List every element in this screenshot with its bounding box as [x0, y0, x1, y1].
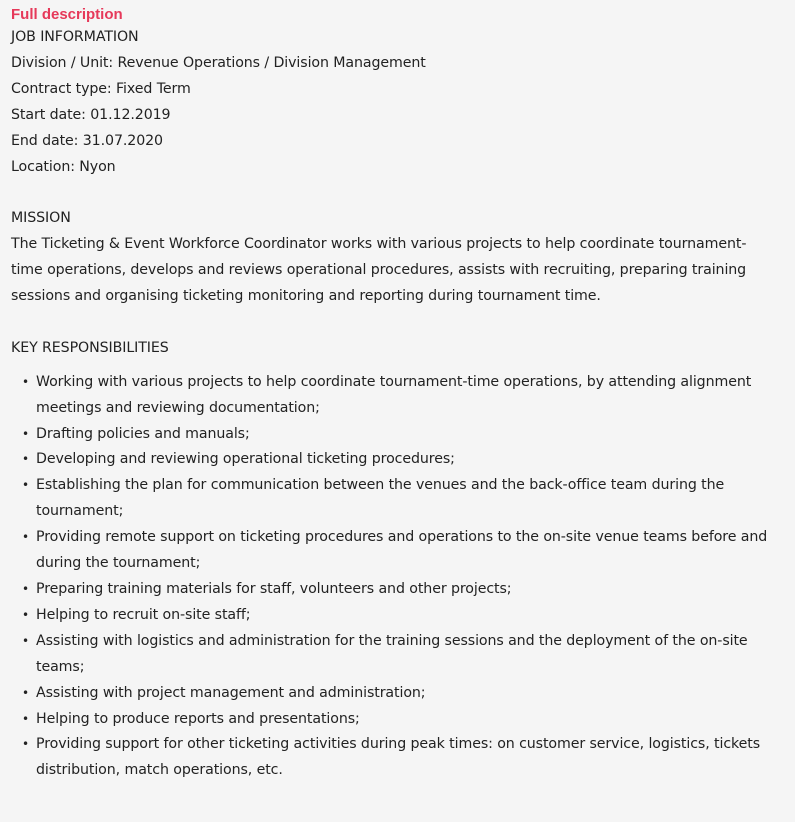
list-item-text: Providing support for other ticketing activities during peak times: on customer service, logistics, tickets distribution, match operations, etc. — [36, 736, 761, 779]
job-information-section — [11, 25, 795, 180]
bullet-icon: • — [22, 530, 29, 545]
responsibilities-list — [11, 370, 795, 785]
list-item — [11, 707, 784, 733]
bullet-icon: • — [22, 426, 29, 441]
spacer — [11, 180, 795, 206]
mission-text: The Ticketing & Event Workforce Coordinator works with various projects to help coordinate tournament-time operations, develops and reviews operational procedures, assists with recruiting, preparing training sessions and organising ticketing monitoring and reporting during tournament time. — [11, 236, 747, 305]
responsibilities-title: KEY RESPONSIBILITIES — [11, 339, 169, 356]
list-item-text: Drafting policies and manuals; — [36, 425, 250, 442]
bullet-icon: • — [22, 633, 29, 648]
job-information-title: JOB INFORMATION — [11, 29, 139, 45]
list-item-text: Providing remote support on ticketing procedures and operations to the on-site venue teams before and during the tournament; — [36, 529, 768, 572]
bullet-icon: • — [22, 607, 29, 622]
mission-section — [11, 206, 795, 310]
responsibilities-section — [11, 336, 795, 784]
full-description-heading: Full description — [11, 6, 123, 23]
start-date: Start date: 01.12.2019 — [11, 106, 171, 123]
list-item — [11, 525, 784, 577]
division-unit: Division / Unit: Revenue Operations / Division Management — [11, 54, 426, 71]
list-item-text: Helping to recruit on-site staff; — [36, 606, 251, 623]
list-item — [11, 370, 784, 422]
list-item — [11, 629, 784, 681]
list-item-text: Working with various projects to help coordinate tournament-time operations, by attending alignment meetings and reviewing documentation; — [36, 373, 752, 416]
bullet-icon: • — [22, 737, 29, 752]
list-item-text: Preparing training materials for staff, volunteers and other projects; — [36, 581, 512, 597]
bullet-icon: • — [22, 374, 29, 389]
contract-type: Contract type: Fixed Term — [11, 80, 191, 97]
list-item-text: Assisting with project management and administration; — [36, 684, 426, 701]
list-item — [11, 681, 784, 707]
bullet-icon: • — [22, 582, 29, 596]
location: Location: Nyon — [11, 158, 116, 175]
list-item-text: Helping to produce reports and presentations; — [36, 710, 360, 727]
list-item — [11, 422, 784, 448]
list-item — [11, 473, 784, 525]
list-item-text: Establishing the plan for communication between the venues and the back-office team during the tournament; — [36, 477, 725, 520]
bullet-icon: • — [22, 452, 29, 467]
list-item-text: Assisting with logistics and administration for the training sessions and the deployment of the on-site teams; — [36, 632, 748, 675]
end-date: End date: 31.07.2020 — [11, 132, 163, 149]
mission-title: MISSION — [11, 210, 71, 227]
bullet-icon: • — [22, 478, 29, 493]
bullet-icon: • — [22, 711, 29, 726]
list-item — [11, 603, 784, 629]
spacer — [11, 310, 795, 336]
bullet-icon: • — [22, 685, 29, 700]
list-item-text: Developing and reviewing operational ticketing procedures; — [36, 451, 455, 468]
list-item — [11, 577, 784, 603]
list-item — [11, 447, 784, 473]
list-item — [11, 732, 784, 784]
